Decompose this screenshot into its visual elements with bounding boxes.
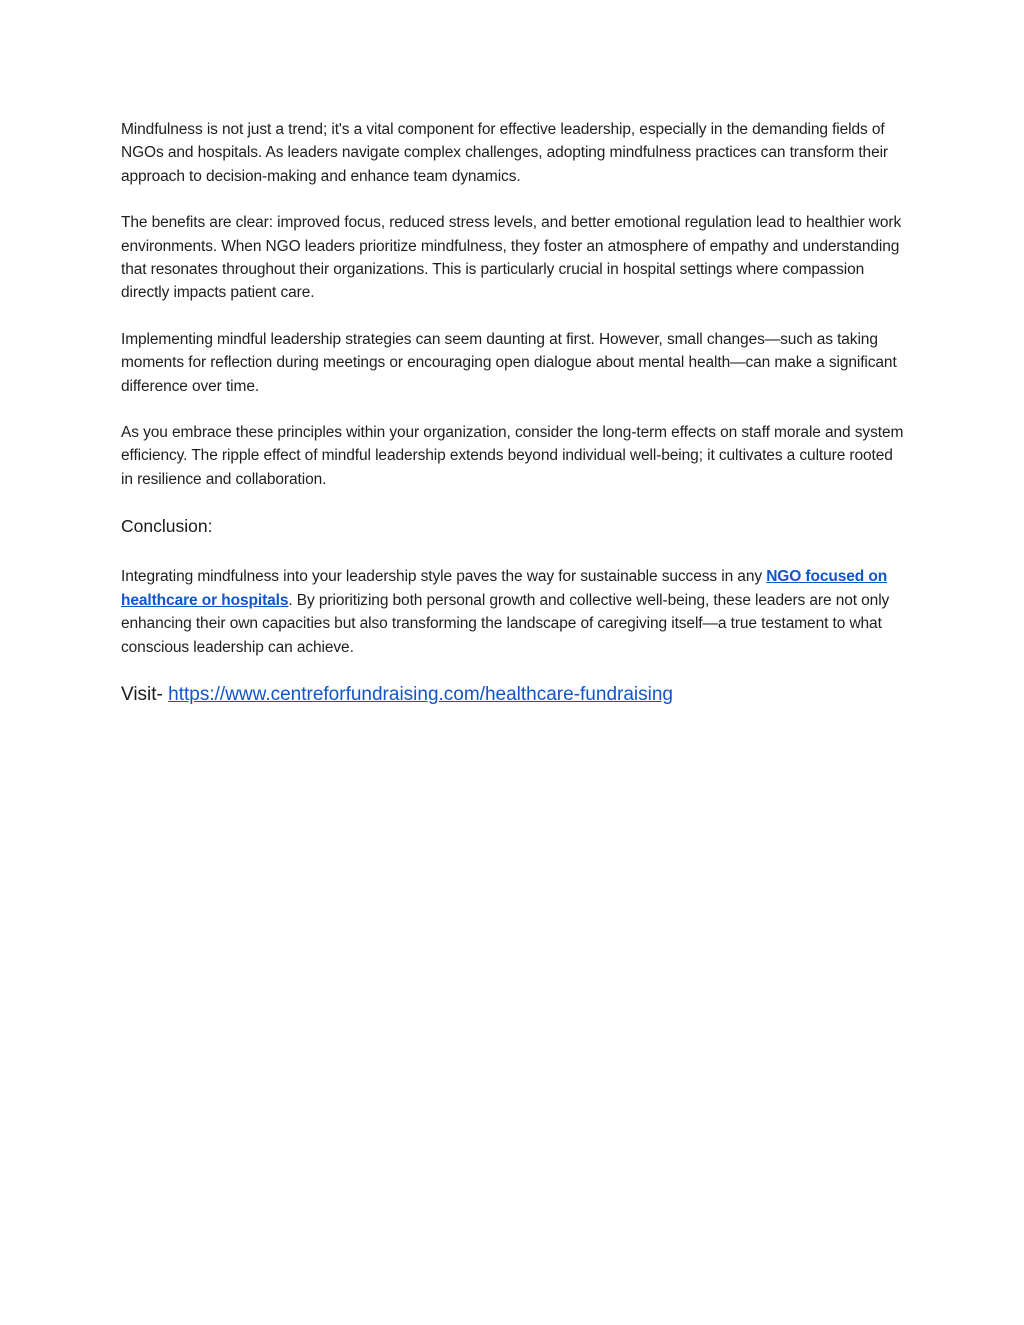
document-body xyxy=(121,118,906,708)
conclusion-text-before: Integrating mindfulness into your leadership style paves the way for sustainable success in any xyxy=(121,568,767,586)
visit-line xyxy=(121,682,906,708)
paragraph-embrace: As you embrace these principles within your organization, consider the long-term effects on staff morale and system efficiency. The ripple effect of mindful leadership extends beyond individual well-being; it cultivates a culture rooted in resilience and collaboration. xyxy=(121,424,904,488)
conclusion-heading: Conclusion: xyxy=(121,516,213,537)
paragraph-benefits: The benefits are clear: improved focus, reduced stress levels, and better emotional regulation lead to healthier work environments. When NGO leaders prioritize mindfulness, they foster an atmosphere of empathy and understanding that resonates throughout their organizations. This is particularly crucial in hospital settings where compassion directly impacts patient care. xyxy=(121,214,902,302)
paragraph-implementing: Implementing mindful leadership strategies can seem daunting at first. However, small changes—such as taking moments for reflection during meetings or encouraging open dialogue about mental health—can make a significant difference over time. xyxy=(121,330,897,395)
conclusion-text-after: . By prioritizing both personal growth and collective well-being, these leaders are not only enhancing their own capacities but also transforming the landscape of caregiving itself—a true testament to what conscious leadership can achieve. xyxy=(121,591,890,656)
visit-label: Visit- xyxy=(121,683,169,705)
paragraph-conclusion xyxy=(121,565,906,659)
ngo-healthcare-link[interactable]: NGO focused on healthcare or hospitals xyxy=(121,568,888,609)
visit-url-link[interactable]: https://www.centreforfundraising.com/healthcare-fundraising xyxy=(168,683,673,705)
paragraph-intro: Mindfulness is not just a trend; it's a vital component for effective leadership, especially in the demanding fields of NGOs and hospitals. As leaders navigate complex challenges, adopting mindfulness practices can transform their approach to decision-making and enhance team dynamics. xyxy=(121,121,888,185)
